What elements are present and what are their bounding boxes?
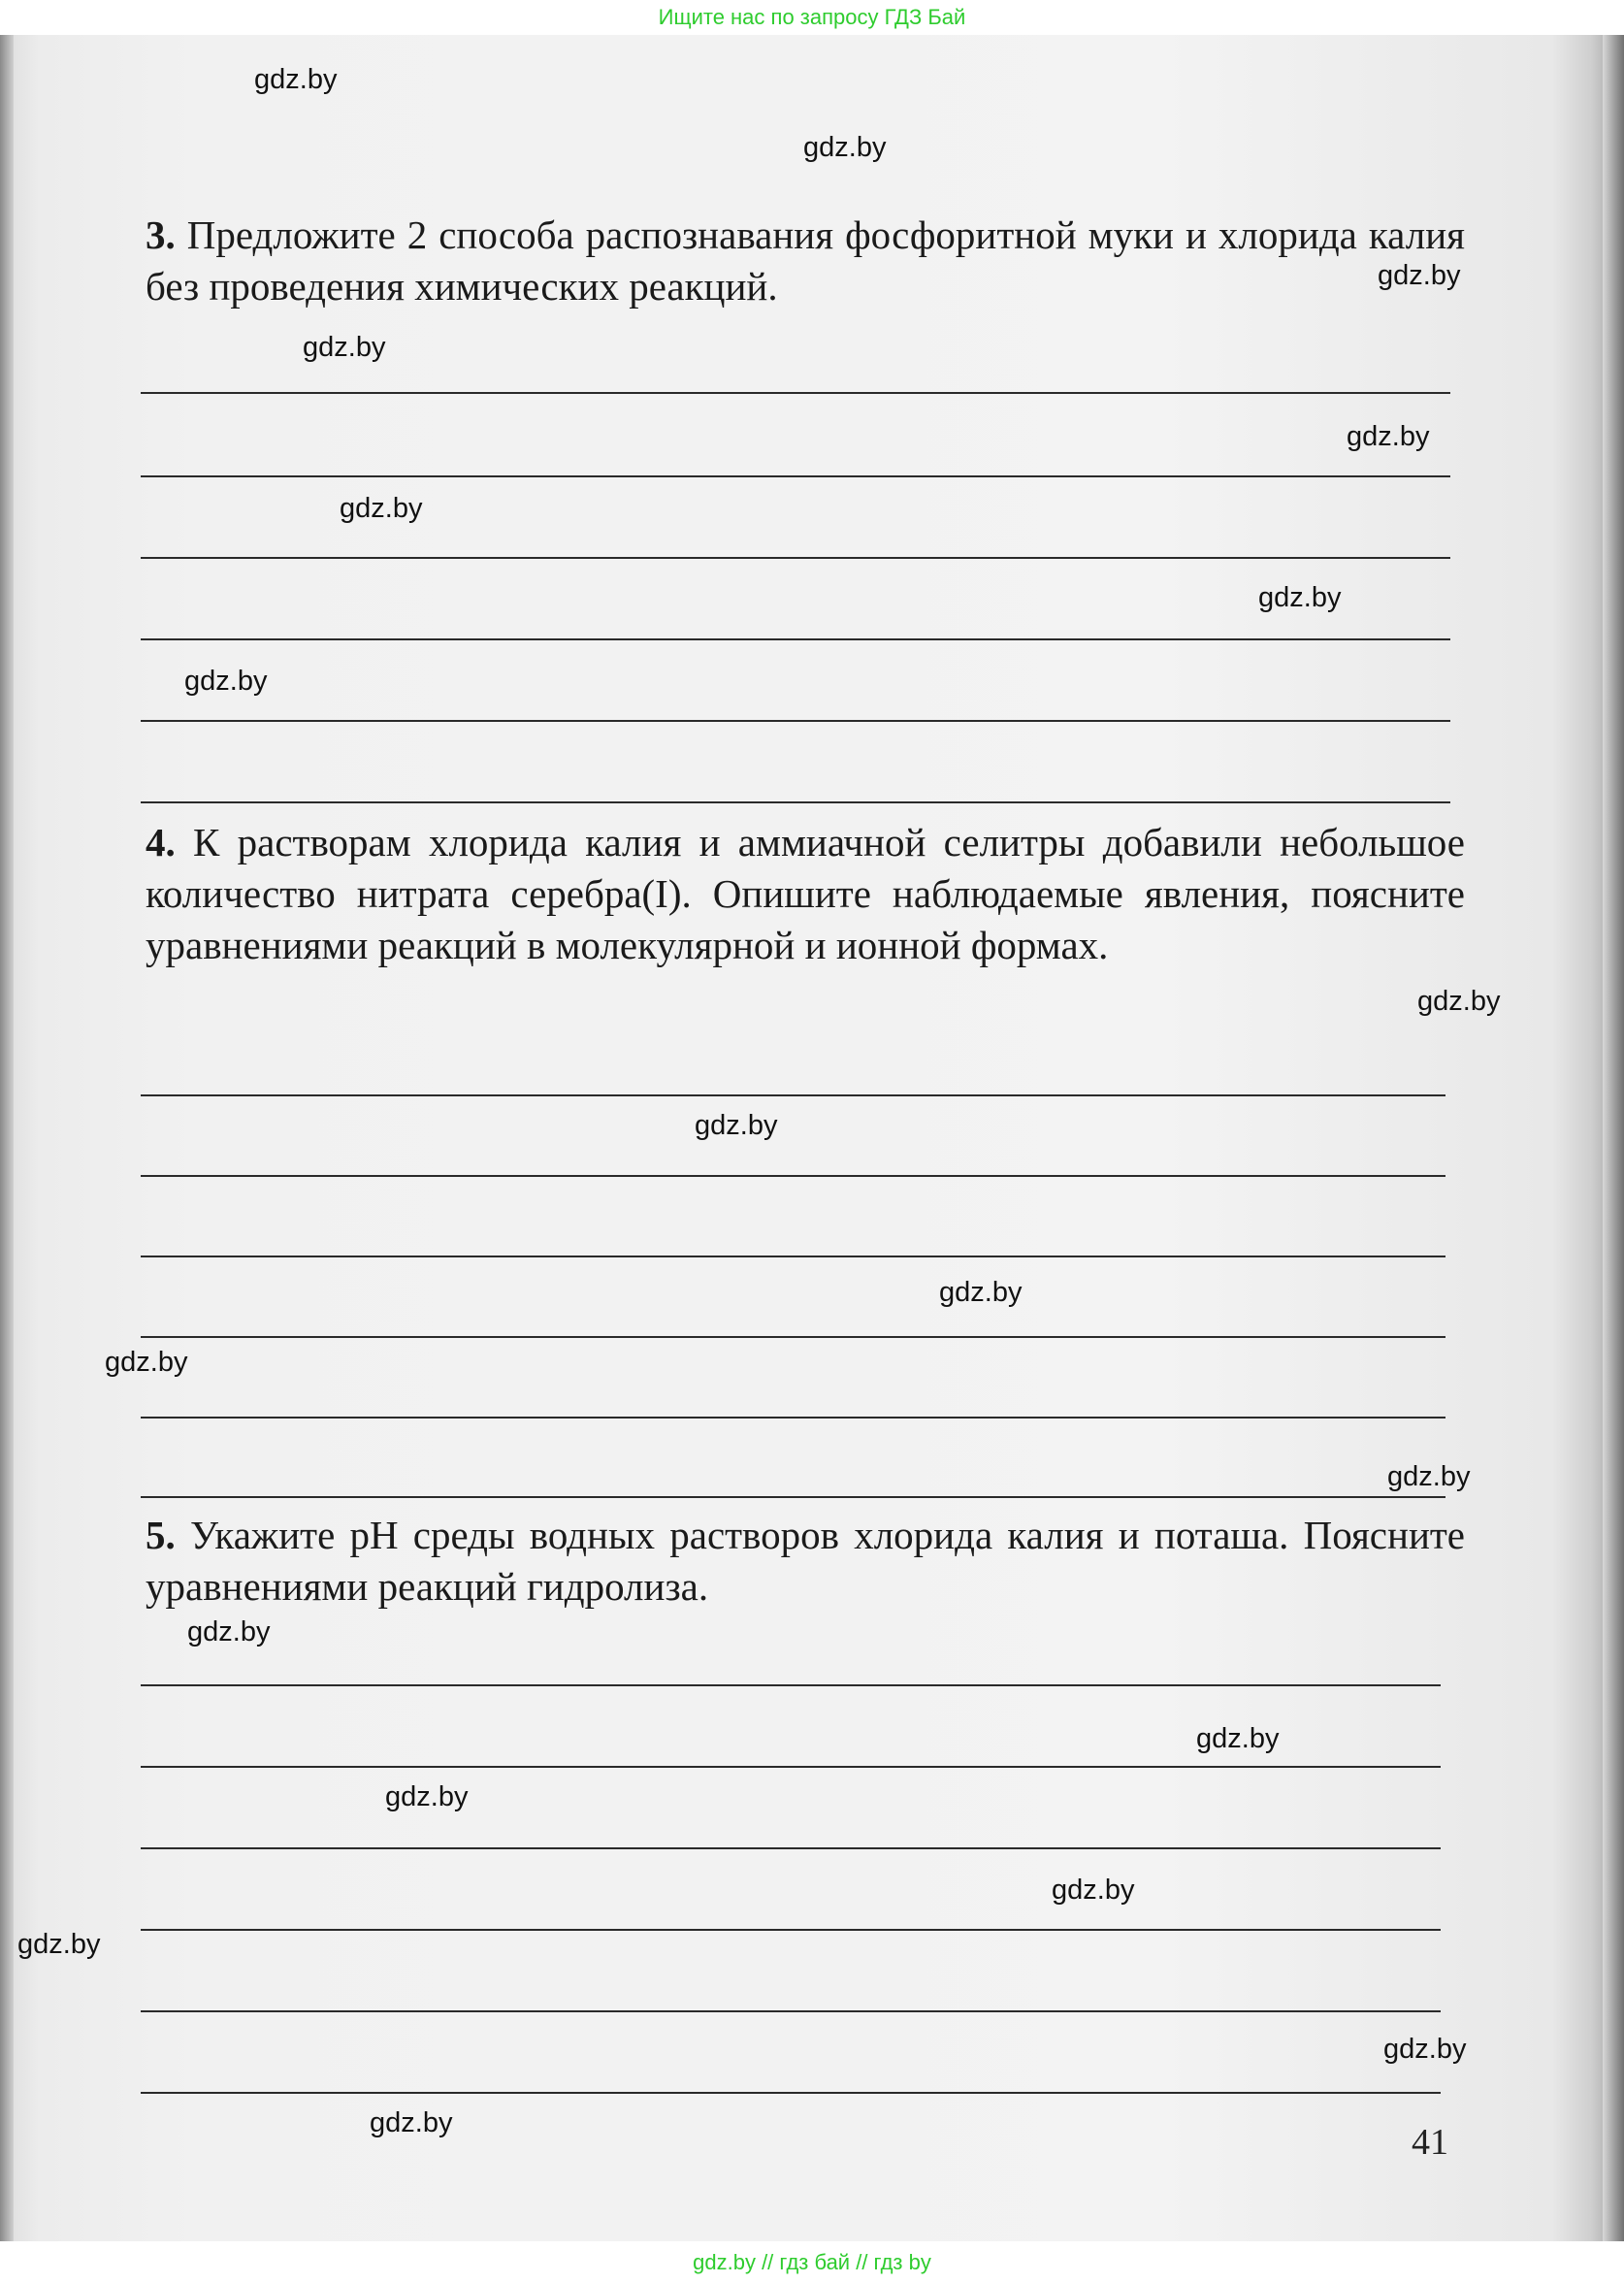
- page-number: 41: [1412, 2122, 1448, 2163]
- top-banner: Ищите нас по запросу ГДЗ Бай: [658, 5, 966, 29]
- answer-line: [141, 1496, 1445, 1498]
- answer-line: [141, 801, 1450, 803]
- task-number: 4.: [146, 820, 176, 864]
- answer-line: [141, 1847, 1441, 1849]
- task-5: [146, 1510, 1465, 1613]
- task-number: 5.: [146, 1513, 176, 1557]
- watermark: gdz.by: [254, 64, 338, 95]
- bottom-banner: gdz.by // гдз бай // гдз by: [693, 2250, 931, 2274]
- answer-line: [141, 557, 1450, 559]
- answer-line: [141, 1684, 1441, 1686]
- task-number: 3.: [146, 212, 176, 257]
- answer-line: [141, 1094, 1445, 1096]
- answer-line: [141, 2092, 1441, 2094]
- task-text: Укажите pH среды водных растворов хлорида калия и поташа. Поясните уравнениями реакций гидролиза.: [146, 1513, 1466, 1609]
- textbook-page: [0, 35, 1624, 2241]
- answer-line: [141, 638, 1450, 640]
- watermark: gdz.by: [1378, 260, 1461, 291]
- answer-line: [141, 1336, 1445, 1338]
- watermark: gdz.by: [187, 1616, 271, 1647]
- watermark: gdz.by: [1258, 582, 1342, 613]
- book-spine: [0, 35, 14, 2241]
- task-3: [146, 210, 1465, 312]
- watermark: gdz.by: [385, 1781, 469, 1812]
- watermark: gdz.by: [1383, 2034, 1467, 2065]
- watermark: gdz.by: [1347, 421, 1430, 452]
- watermark: gdz.by: [17, 1929, 101, 1960]
- watermark: gdz.by: [695, 1110, 778, 1141]
- answer-line: [141, 475, 1450, 477]
- watermark: gdz.by: [803, 132, 887, 163]
- watermark: gdz.by: [939, 1277, 1023, 1308]
- watermark: gdz.by: [303, 332, 386, 363]
- answer-line: [141, 392, 1450, 394]
- answer-line: [141, 1417, 1445, 1419]
- watermark: gdz.by: [1387, 1461, 1471, 1492]
- answer-line: [141, 1256, 1445, 1257]
- watermark: gdz.by: [105, 1347, 188, 1378]
- task-text: К растворам хлорида калия и аммиачной селитры добавили небольшое количество нитрата серебра(I). Опишите наблюдаемые явления, поясните уравнениями реакций в молекулярной и ионной формах.: [146, 820, 1465, 967]
- answer-line: [141, 2010, 1441, 2012]
- answer-line: [141, 1175, 1445, 1177]
- task-4: [146, 817, 1465, 971]
- watermark: gdz.by: [1196, 1723, 1280, 1754]
- task-text: Предложите 2 способа распознавания фосфоритной муки и хлорида калия без проведения химических реакций.: [146, 212, 1466, 309]
- page-edge: [1603, 35, 1624, 2241]
- answer-line: [141, 1766, 1441, 1768]
- watermark: gdz.by: [370, 2107, 453, 2138]
- watermark: gdz.by: [1052, 1875, 1135, 1906]
- watermark: gdz.by: [340, 493, 423, 524]
- watermark: gdz.by: [1417, 986, 1501, 1017]
- answer-line: [141, 720, 1450, 722]
- answer-line: [141, 1929, 1441, 1931]
- watermark: gdz.by: [184, 666, 268, 697]
